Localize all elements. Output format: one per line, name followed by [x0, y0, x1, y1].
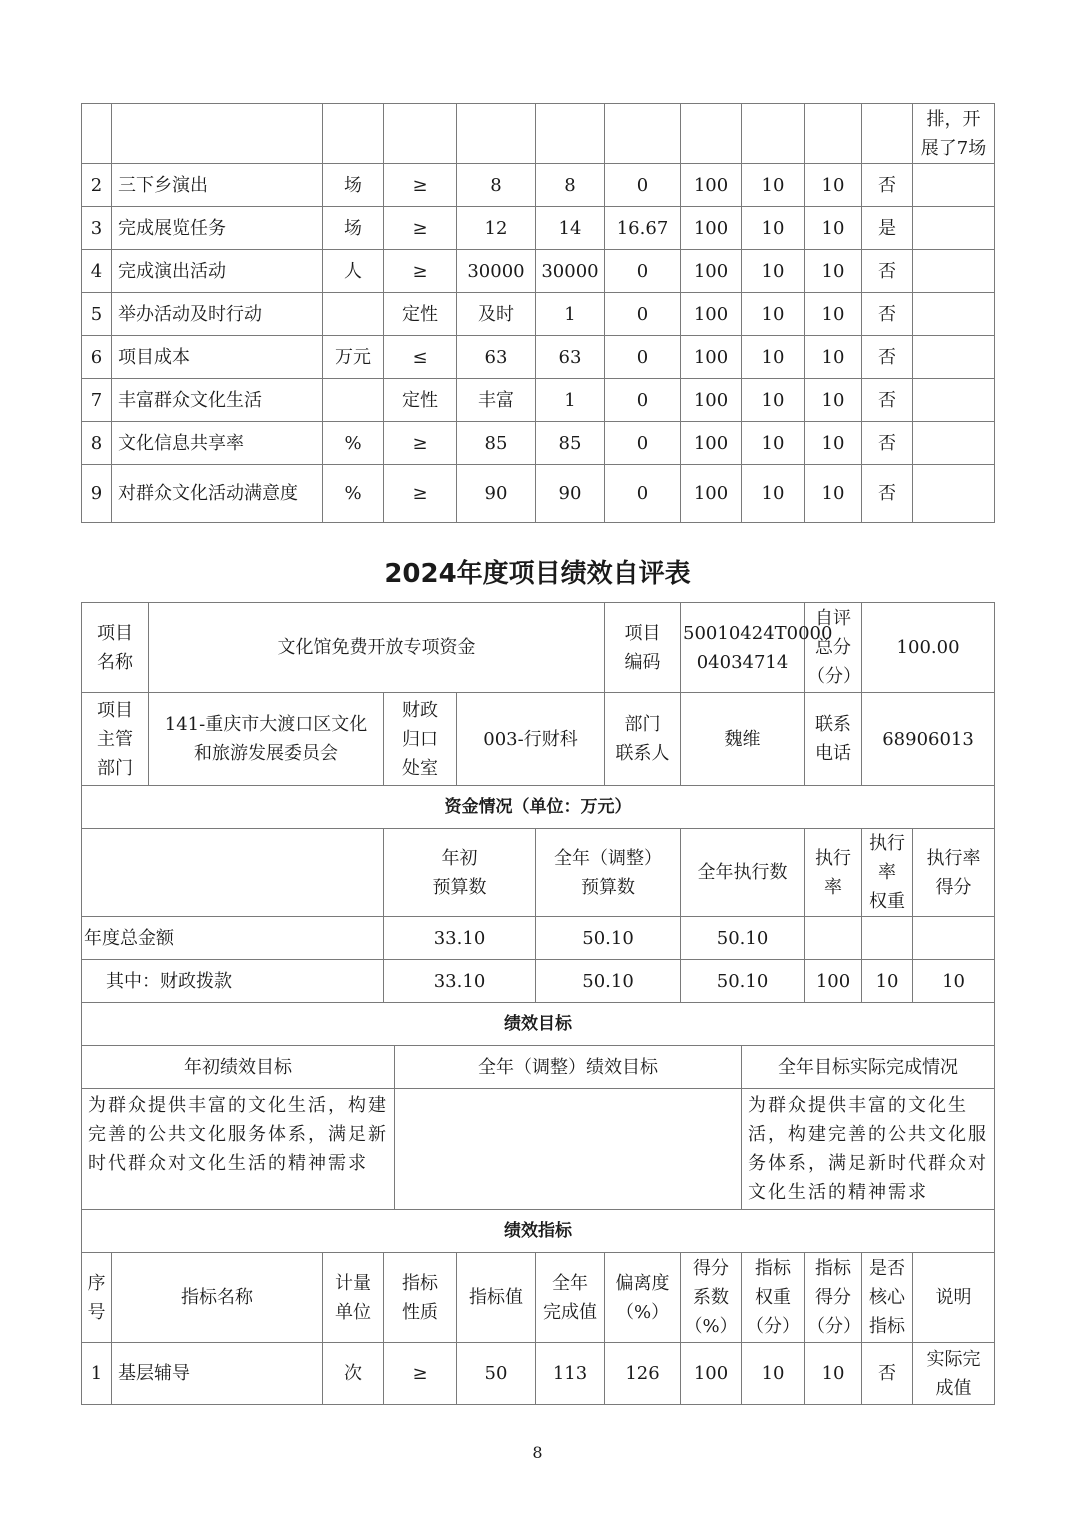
funds-header: 全年（调整） 预算数: [536, 829, 681, 917]
nature-cell: ≥: [384, 250, 457, 293]
seq-cell: 7: [82, 379, 112, 422]
target-cell: 12: [457, 207, 536, 250]
coef-cell: 100: [681, 164, 742, 207]
target-cell: 30000: [457, 250, 536, 293]
phone: 68906013: [862, 693, 995, 786]
target-cell: 90: [457, 465, 536, 523]
execution-weight: [862, 917, 913, 960]
weight-cell: 10: [742, 422, 805, 465]
name-cell: 丰富群众文化生活: [112, 379, 323, 422]
phone-label: 联系 电话: [805, 693, 862, 786]
execution-score: [913, 917, 995, 960]
seq-cell: 5: [82, 293, 112, 336]
target-cell: 85: [457, 422, 536, 465]
target-cell: 63: [457, 336, 536, 379]
execution-rate: 100: [805, 960, 862, 1003]
table-row: [82, 207, 995, 250]
note-cell: [913, 207, 995, 250]
performance-evaluation-table: [81, 602, 995, 1405]
unit-cell: 场: [323, 164, 384, 207]
unit-cell: %: [323, 422, 384, 465]
target-cell: 丰富: [457, 379, 536, 422]
initial-budget: 33.10: [384, 917, 536, 960]
goals-section-row: [82, 1003, 995, 1046]
score: 10: [805, 1343, 862, 1405]
indicator-header: 计量 单位: [323, 1253, 384, 1343]
executed-amount: 50.10: [681, 917, 805, 960]
score-cell: 10: [805, 422, 862, 465]
name-cell: 文化信息共享率: [112, 422, 323, 465]
nature-cell: ≥: [384, 465, 457, 523]
finance-office: 003-行财科: [457, 693, 605, 786]
indicators-header-row: [82, 1253, 995, 1343]
weight-cell: 10: [742, 293, 805, 336]
actual-cell: 1: [536, 293, 605, 336]
funds-header: 执行率 权重: [862, 829, 913, 917]
initial-budget: 33.10: [384, 960, 536, 1003]
indicator-header: 说明: [913, 1253, 995, 1343]
self-score: 100.00: [862, 603, 995, 693]
coef-cell: 100: [681, 379, 742, 422]
coef-cell: 100: [681, 293, 742, 336]
seq: 1: [82, 1343, 112, 1405]
indicator-header: 偏离度 （%）: [605, 1253, 681, 1343]
target-cell: 8: [457, 164, 536, 207]
deviation: 126: [605, 1343, 681, 1405]
score-cell: 10: [805, 336, 862, 379]
actual-cell: 30000: [536, 250, 605, 293]
indicators-section-row: [82, 1210, 995, 1253]
indicator-header: 指标 权重 （分）: [742, 1253, 805, 1343]
dept-label: 项目 主管 部门: [82, 693, 149, 786]
table-row: [82, 164, 995, 207]
execution-weight: 10: [862, 960, 913, 1003]
table-row: [82, 250, 995, 293]
weight-cell: 10: [742, 164, 805, 207]
actual-cell: 85: [536, 422, 605, 465]
core-cell: 否: [862, 422, 913, 465]
indicator-header: 是否 核心 指标: [862, 1253, 913, 1343]
core-cell: 是: [862, 207, 913, 250]
goals-header: 全年（调整）绩效目标: [395, 1046, 742, 1089]
goals-header: 全年目标实际完成情况: [742, 1046, 995, 1089]
actual-cell: 14: [536, 207, 605, 250]
goals-header: 年初绩效目标: [82, 1046, 395, 1089]
table-row: [82, 336, 995, 379]
note-cell: [913, 422, 995, 465]
name-cell: 完成演出活动: [112, 250, 323, 293]
page-title: 2024年度项目绩效自评表: [384, 559, 691, 589]
goals-content-row: [82, 1089, 995, 1210]
funds-row: [82, 960, 995, 1003]
contact-label: 部门 联系人: [605, 693, 681, 786]
deviation-cell: 0: [605, 250, 681, 293]
core-cell: 否: [862, 250, 913, 293]
deviation-cell: 0: [605, 164, 681, 207]
seq-cell: 8: [82, 422, 112, 465]
coef: 100: [681, 1343, 742, 1405]
nature-cell: 定性: [384, 293, 457, 336]
nature-cell: ≥: [384, 422, 457, 465]
note-cell: 排，开 展了7场: [913, 104, 995, 164]
core-cell: 否: [862, 465, 913, 523]
adjusted-goal: [395, 1089, 742, 1210]
initial-goal: 为群众提供丰富的文化生活，构建完善的公共文化服务体系，满足新时代群众对文化生活的精神需求: [82, 1089, 395, 1210]
table-row: [82, 379, 995, 422]
info-row-dept: [82, 693, 995, 786]
seq-cell: 3: [82, 207, 112, 250]
unit-cell: 场: [323, 207, 384, 250]
actual-cell: 90: [536, 465, 605, 523]
indicator-table-continued: [81, 103, 995, 523]
funds-row-label: 其中：财政拨款: [82, 960, 384, 1003]
coef-cell: 100: [681, 336, 742, 379]
table-row: [82, 422, 995, 465]
deviation-cell: 0: [605, 336, 681, 379]
actual: 113: [536, 1343, 605, 1405]
table-row: [82, 465, 995, 523]
seq-cell: 9: [82, 465, 112, 523]
unit-cell: [323, 293, 384, 336]
funds-header: 执行率 得分: [913, 829, 995, 917]
core-cell: 否: [862, 293, 913, 336]
note-cell: [913, 250, 995, 293]
funds-row: [82, 917, 995, 960]
table-row: [82, 293, 995, 336]
unit-cell: [323, 379, 384, 422]
indicator-header: 指标值: [457, 1253, 536, 1343]
project-name-label: 项目 名称: [82, 603, 149, 693]
unit: 次: [323, 1343, 384, 1405]
score-cell: 10: [805, 293, 862, 336]
funds-header: 年初 预算数: [384, 829, 536, 917]
weight-cell: 10: [742, 379, 805, 422]
indicator-name: 基层辅导: [112, 1343, 323, 1405]
project-code-label: 项目 编码: [605, 603, 681, 693]
funds-row-label: 年度总金额: [82, 917, 384, 960]
nature-cell: ≤: [384, 336, 457, 379]
info-row-project: [82, 603, 995, 693]
unit-cell: 人: [323, 250, 384, 293]
unit-cell: 万元: [323, 336, 384, 379]
seq-cell: 4: [82, 250, 112, 293]
nature: ≥: [384, 1343, 457, 1405]
score-cell: 10: [805, 164, 862, 207]
indicator-header: 指标 性质: [384, 1253, 457, 1343]
dept: 141-重庆市大渡口区文化 和旅游发展委员会: [149, 693, 384, 786]
adjusted-budget: 50.10: [536, 960, 681, 1003]
note: 实际完 成值: [913, 1343, 995, 1405]
actual-cell: 8: [536, 164, 605, 207]
note-cell: [913, 379, 995, 422]
note-cell: [913, 465, 995, 523]
score-cell: 10: [805, 465, 862, 523]
name-cell: 举办活动及时行动: [112, 293, 323, 336]
execution-score: 10: [913, 960, 995, 1003]
table-row: [82, 1343, 995, 1405]
name-cell: 对群众文化活动满意度: [112, 465, 323, 523]
score-cell: 10: [805, 250, 862, 293]
unit-cell: %: [323, 465, 384, 523]
indicator-header: 得分 系数 （%）: [681, 1253, 742, 1343]
contact-person: 魏维: [681, 693, 805, 786]
goals-header-row: [82, 1046, 995, 1089]
actual-cell: 1: [536, 379, 605, 422]
deviation-cell: 16.67: [605, 207, 681, 250]
note-cell: [913, 293, 995, 336]
deviation-cell: 0: [605, 422, 681, 465]
executed-amount: 50.10: [681, 960, 805, 1003]
score-cell: 10: [805, 207, 862, 250]
weight-cell: 10: [742, 336, 805, 379]
seq-cell: 2: [82, 164, 112, 207]
funds-header-row: [82, 829, 995, 917]
actual-goal: 为群众提供丰富的文化生活，构建完善的公共文化服务体系，满足新时代群众对文化生活的精神需求: [742, 1089, 995, 1210]
weight-cell: 10: [742, 250, 805, 293]
funds-header: 执行率: [805, 829, 862, 917]
core-cell: 否: [862, 336, 913, 379]
funds-section-row: [82, 786, 995, 829]
core-flag: 否: [862, 1343, 913, 1405]
actual-cell: 63: [536, 336, 605, 379]
deviation-cell: 0: [605, 293, 681, 336]
goals-section-title: 绩效目标: [82, 1003, 995, 1046]
table-row: [82, 104, 995, 164]
funds-header: 全年执行数: [681, 829, 805, 917]
name-cell: 完成展览任务: [112, 207, 323, 250]
core-cell: 否: [862, 379, 913, 422]
indicator-header: 序 号: [82, 1253, 112, 1343]
note-cell: [913, 336, 995, 379]
coef-cell: 100: [681, 422, 742, 465]
execution-rate: [805, 917, 862, 960]
name-cell: 项目成本: [112, 336, 323, 379]
adjusted-budget: 50.10: [536, 917, 681, 960]
indicator-header: 全年 完成值: [536, 1253, 605, 1343]
target: 50: [457, 1343, 536, 1405]
finance-label: 财政 归口 处室: [384, 693, 457, 786]
seq-cell: 6: [82, 336, 112, 379]
page-number: 8: [532, 1443, 543, 1462]
indicator-header: 指标名称: [112, 1253, 323, 1343]
coef-cell: 100: [681, 250, 742, 293]
coef-cell: 100: [681, 465, 742, 523]
funds-section-title: 资金情况（单位：万元）: [82, 786, 995, 829]
score-cell: 10: [805, 379, 862, 422]
project-code: 50010424T0000 04034714: [681, 603, 805, 693]
weight-cell: 10: [742, 465, 805, 523]
nature-cell: ≥: [384, 207, 457, 250]
indicators-section-title: 绩效指标: [82, 1210, 995, 1253]
deviation-cell: 0: [605, 379, 681, 422]
indicator-header: 指标 得分 （分）: [805, 1253, 862, 1343]
name-cell: 三下乡演出: [112, 164, 323, 207]
deviation-cell: 0: [605, 465, 681, 523]
core-cell: 否: [862, 164, 913, 207]
weight: 10: [742, 1343, 805, 1405]
project-name: 文化馆免费开放专项资金: [149, 603, 605, 693]
coef-cell: 100: [681, 207, 742, 250]
self-score-label: 自评 总分 （分）: [805, 603, 862, 693]
nature-cell: ≥: [384, 164, 457, 207]
note-cell: [913, 164, 995, 207]
target-cell: 及时: [457, 293, 536, 336]
weight-cell: 10: [742, 207, 805, 250]
nature-cell: 定性: [384, 379, 457, 422]
